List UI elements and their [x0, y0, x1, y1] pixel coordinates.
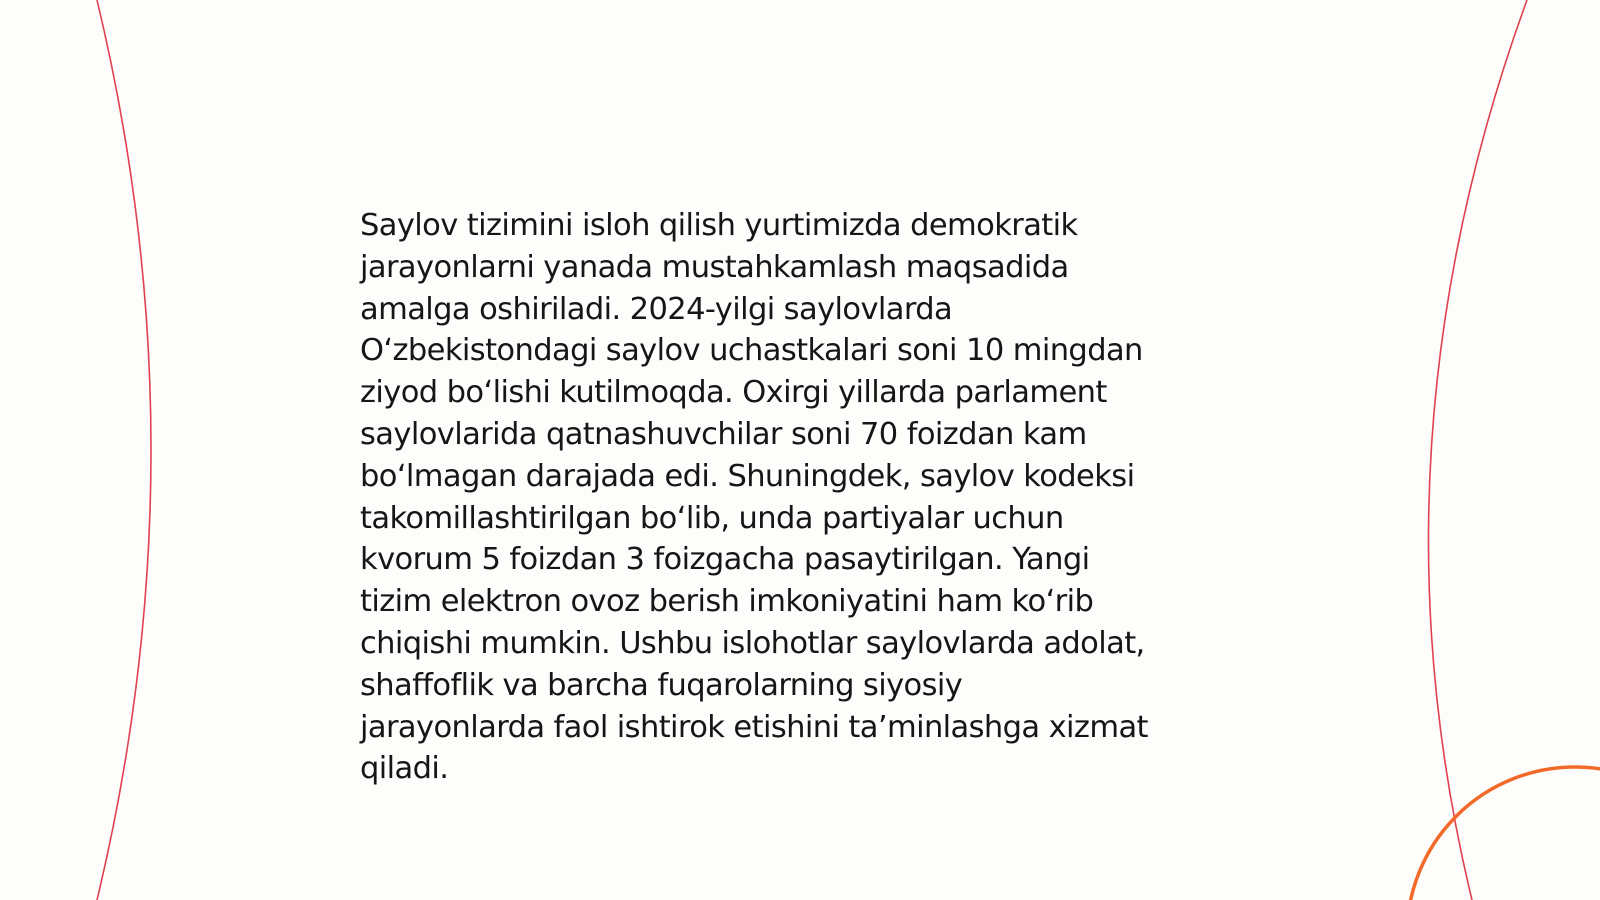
body-paragraph: Saylov tizimini isloh qilish yurtimizda demokratik jarayonlarni yanada mustahkamlash maqsadida amalga oshiriladi. 2024-yilgi saylovlarda O‘zbekistondagi saylov uchastkalari soni 10 mingdan ziyod bo‘lishi kutilmoqda. Oxirgi yillarda parlament saylovlarida qatnashuvchilar soni 70 foizdan kam bo‘lmagan darajada edi. Shuningdek, saylov kodeksi takomillashtirilgan bo‘lib, unda partiyalar uchun kvorum 5 foizdan 3 foizgacha pasaytirilgan. Yangi tizim elektron ovoz berish imkoniyatini ham ko‘rib chiqishi mumkin. Ushbu islohotlar saylovlarda adolat, shaffoflik va barcha fuqarolarning siyosiy jarayonlarda faol ishtirok etishini ta’minlashga xizmat qiladi. — [360, 208, 1148, 787]
orange-circle-arc — [1407, 767, 1600, 900]
left-curve — [97, 0, 151, 900]
right-curve — [1428, 0, 1527, 900]
